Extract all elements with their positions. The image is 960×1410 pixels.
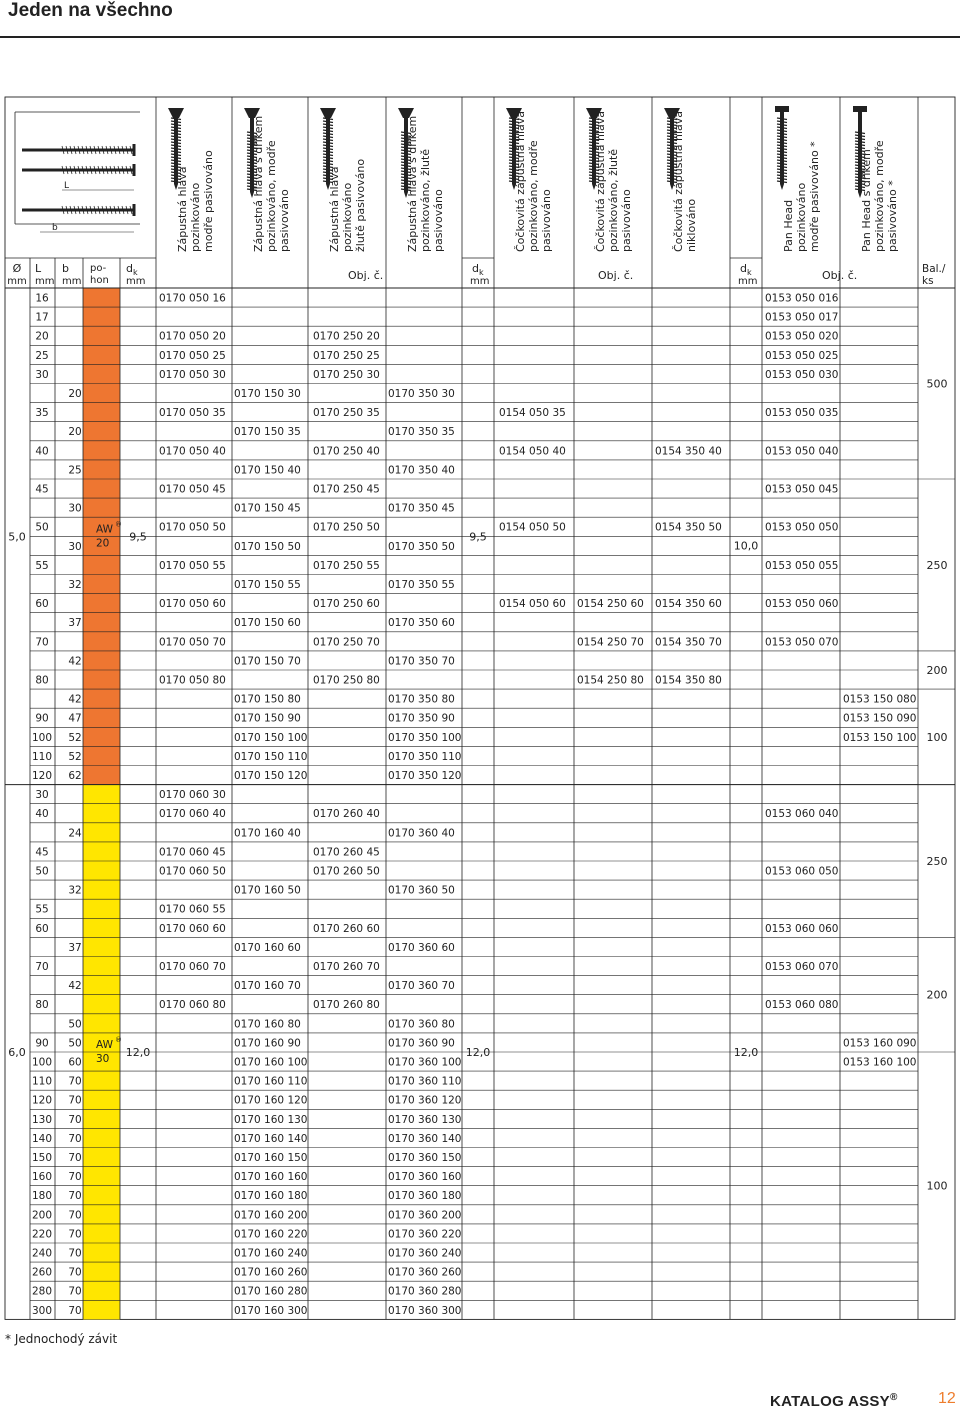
length-cell: 80 xyxy=(35,999,49,1012)
length-cell: 70 xyxy=(35,636,49,649)
thread-cell: 50 xyxy=(68,1037,82,1050)
order-number-cell: 0153 060 050 xyxy=(765,865,839,878)
order-number-cell: 0170 350 35 xyxy=(388,426,455,439)
order-number-cell: 0153 050 070 xyxy=(765,636,839,649)
thread-cell: 60 xyxy=(68,1056,82,1069)
order-number-cell: 0170 360 70 xyxy=(388,980,455,993)
order-number-cell: 0170 150 110 xyxy=(234,750,308,763)
order-number-cell: 0153 050 060 xyxy=(765,598,839,611)
order-number-cell: 0153 150 100 xyxy=(843,731,917,744)
order-number-cell: 0170 250 30 xyxy=(313,368,380,381)
length-cell: 160 xyxy=(31,1171,53,1184)
order-number-cell: 0170 350 120 xyxy=(388,770,462,782)
pack-quantity: 200 xyxy=(926,988,948,1002)
order-number-cell: 0170 060 40 xyxy=(159,808,226,821)
order-number-cell: 0153 050 040 xyxy=(765,445,839,458)
order-number-cell: 0170 250 55 xyxy=(313,559,380,572)
order-number-cell: 0170 050 40 xyxy=(159,445,226,458)
order-number-cell: 0170 360 100 xyxy=(388,1056,462,1069)
order-number-cell: 0170 360 150 xyxy=(388,1152,462,1164)
order-number-cell: 0170 360 300 xyxy=(388,1304,462,1317)
product-label-4-line: pozinkováno, žlutě xyxy=(419,148,432,252)
thread-cell: 32 xyxy=(68,884,82,897)
length-cell: 55 xyxy=(35,559,49,572)
length-cell: 110 xyxy=(31,750,53,763)
order-number-cell: 0170 350 90 xyxy=(388,712,455,725)
order-number-cell: 0170 160 220 xyxy=(234,1228,308,1241)
length-cell: 120 xyxy=(31,770,53,782)
order-number-cell: 0153 050 020 xyxy=(765,330,839,343)
order-number-cell: 0170 160 130 xyxy=(234,1113,308,1126)
order-number-cell: 0170 060 60 xyxy=(159,922,226,935)
thread-cell: 52 xyxy=(68,731,82,744)
order-number-cell: 0170 150 35 xyxy=(234,426,301,439)
product-label-4-line: Zápustná hlava s dříkem xyxy=(406,115,419,252)
length-cell: 16 xyxy=(35,292,49,305)
order-number-cell: 0170 050 20 xyxy=(159,330,226,343)
product-label-2-line: pozinkováno, modře xyxy=(265,140,278,252)
diameter-value: 5,0 xyxy=(8,530,26,544)
order-number-cell: 0170 350 100 xyxy=(388,731,462,744)
order-number-cell: 0170 250 60 xyxy=(313,598,380,611)
order-number-cell: 0170 150 100 xyxy=(234,731,308,744)
screw-diagram-icon xyxy=(15,112,140,232)
order-number-cell: 0170 160 200 xyxy=(234,1209,308,1222)
diameter-value: 6,0 xyxy=(8,1046,26,1059)
pack-quantity: 250 xyxy=(926,855,948,868)
thread-cell: 42 xyxy=(68,655,82,668)
order-number-cell: 0153 060 080 xyxy=(765,999,839,1012)
diameter-unit: mm xyxy=(7,276,27,287)
registered-mark: ® xyxy=(890,1392,898,1403)
order-number-cell: 0170 360 280 xyxy=(388,1285,462,1298)
order-number-cell: 0170 150 60 xyxy=(234,617,301,630)
order-number-cell: 0170 160 280 xyxy=(234,1285,308,1298)
thread-cell: 70 xyxy=(68,1285,82,1298)
thread-cell: 24 xyxy=(68,827,82,840)
order-number-cell: 0154 350 60 xyxy=(655,598,722,611)
order-number-cell: 0170 360 220 xyxy=(388,1228,462,1241)
order-number-cell: 0170 360 90 xyxy=(388,1037,455,1050)
length-cell: 140 xyxy=(31,1132,53,1145)
thread-cell: 30 xyxy=(68,540,82,553)
length-cell: 130 xyxy=(31,1113,53,1126)
dk-unit-3: mm xyxy=(738,276,758,287)
pack-quantity: 100 xyxy=(926,730,948,744)
drive-size: 30 xyxy=(96,1053,110,1065)
brand-name: KATALOG ASSY xyxy=(770,1393,890,1410)
head-diameter-2: 9,5 xyxy=(469,530,487,544)
order-number-cell: 0153 050 030 xyxy=(765,368,839,381)
page-number: 12 xyxy=(938,1390,956,1407)
order-number-cell: 0170 360 140 xyxy=(388,1132,462,1145)
order-number-cell: 0170 350 40 xyxy=(388,464,455,477)
pack-header-2: ks xyxy=(922,275,934,287)
screw-icon-8 xyxy=(775,106,789,190)
length-cell: 55 xyxy=(35,903,49,916)
thread-cell: 70 xyxy=(68,1228,82,1241)
order-number-cell: 0154 350 40 xyxy=(655,445,722,458)
length-cell: 100 xyxy=(31,1056,53,1069)
drive-header-2: hon xyxy=(90,275,109,286)
length-cell: 260 xyxy=(31,1266,53,1279)
order-number-cell: 0170 350 45 xyxy=(388,502,455,515)
thread-cell: 42 xyxy=(68,980,82,993)
order-number-cell: 0170 160 300 xyxy=(234,1304,308,1317)
product-label-7-line: Čočkovitá zápustná hlava xyxy=(672,110,685,252)
product-label-1-line: Zápustná hlava xyxy=(176,166,189,252)
pack-quantity: 200 xyxy=(926,664,948,677)
thread-cell: 70 xyxy=(68,1094,82,1107)
product-label-8-line: Pan Head xyxy=(782,199,795,252)
order-number-cell: 0170 050 16 xyxy=(159,292,226,305)
order-number-header: Obj. č. xyxy=(348,269,384,282)
order-number-cell: 0170 350 30 xyxy=(388,388,455,400)
dk-subscript-2: k xyxy=(479,268,484,277)
order-number-cell: 0170 150 70 xyxy=(234,655,301,668)
product-label-2-line: Zápustná hlava s dříkem xyxy=(252,115,265,252)
order-number-cell: 0170 350 80 xyxy=(388,693,455,706)
order-number-cell: 0170 060 55 xyxy=(159,903,226,916)
order-number-cell: 0170 050 30 xyxy=(159,368,226,381)
order-number-cell: 0170 050 55 xyxy=(159,559,226,572)
order-number-cell: 0170 160 90 xyxy=(234,1037,301,1050)
order-number-cell: 0154 250 80 xyxy=(577,674,644,687)
head-diameter-2: 12,0 xyxy=(465,1046,491,1059)
drive-type: AW xyxy=(96,1039,113,1051)
order-number-cell: 0170 160 80 xyxy=(234,1018,301,1031)
order-number-cell: 0170 060 45 xyxy=(159,846,226,859)
order-number-cell: 0170 060 30 xyxy=(159,789,226,802)
catalog-brand xyxy=(770,1392,898,1410)
thread-header: b xyxy=(62,262,69,275)
order-number-cell: 0154 050 35 xyxy=(499,407,566,420)
head-diameter: 9,5 xyxy=(129,530,147,544)
order-number-cell: 0170 160 100 xyxy=(234,1056,308,1069)
order-number-cell: 0170 250 20 xyxy=(313,330,380,343)
thread-cell: 30 xyxy=(68,502,82,515)
footnote: * Jednochodý závit xyxy=(5,1332,118,1346)
thread-cell: 62 xyxy=(68,770,82,782)
order-number-cell: 0170 160 150 xyxy=(234,1152,308,1164)
product-label-3-line: pozinkováno xyxy=(341,182,354,252)
order-number-cell: 0170 360 130 xyxy=(388,1113,462,1126)
order-number-cell: 0153 060 040 xyxy=(765,808,839,821)
diagram-thread-label: b xyxy=(52,223,58,233)
order-number-cell: 0170 360 260 xyxy=(388,1266,462,1279)
length-cell: 180 xyxy=(31,1190,53,1203)
order-number-cell: 0170 150 40 xyxy=(234,464,301,477)
length-cell: 300 xyxy=(31,1304,53,1317)
drive-type: AW xyxy=(96,523,113,536)
product-label-3-line: žlutě pasivováno xyxy=(354,158,367,252)
order-number-cell: 0170 150 120 xyxy=(234,770,308,782)
order-number-cell: 0170 250 40 xyxy=(313,445,380,458)
order-number-cell: 0170 360 40 xyxy=(388,827,455,840)
order-number-cell: 0170 350 60 xyxy=(388,617,455,630)
product-label-6-line: Čočkovitá zápustná hlava xyxy=(594,110,607,252)
length-cell: 110 xyxy=(31,1075,53,1088)
length-cell: 220 xyxy=(31,1228,53,1241)
thread-cell: 20 xyxy=(68,426,82,439)
order-number-cell: 0170 150 80 xyxy=(234,693,301,706)
product-label-9-line: pasivováno * xyxy=(886,180,899,252)
dk-header-2: d xyxy=(472,262,479,275)
product-label-3-line: Zápustná hlava xyxy=(328,166,341,252)
product-label-8-line: pozinkováno xyxy=(795,182,808,252)
length-cell: 80 xyxy=(35,674,49,687)
head-diameter-3: 12,0 xyxy=(733,1046,759,1059)
thread-cell: 70 xyxy=(68,1113,82,1126)
thread-cell: 70 xyxy=(68,1132,82,1145)
order-number-cell: 0154 350 50 xyxy=(655,521,722,534)
product-label-5-line: pozinkováno, modře xyxy=(527,140,540,252)
order-number-cell: 0170 260 60 xyxy=(313,922,380,935)
length-cell: 40 xyxy=(35,808,49,821)
length-cell: 200 xyxy=(31,1209,53,1222)
order-number-cell: 0170 150 30 xyxy=(234,388,301,400)
thread-cell: 20 xyxy=(68,388,82,400)
order-number-cell: 0170 260 70 xyxy=(313,961,380,973)
thread-cell: 37 xyxy=(68,941,82,954)
length-cell: 17 xyxy=(35,311,49,324)
product-label-6-line: pozinkováno, žlutě xyxy=(607,148,620,252)
order-number-cell: 0153 160 100 xyxy=(843,1056,917,1069)
thread-cell: 47 xyxy=(68,712,82,725)
length-header: L xyxy=(35,262,42,275)
dk-subscript-3: k xyxy=(747,268,752,277)
order-number-cell: 0170 050 60 xyxy=(159,598,226,611)
order-number-cell: 0170 360 80 xyxy=(388,1018,455,1031)
product-label-9-line: Pan Head s dříkem xyxy=(860,149,873,252)
head-diameter: 12,0 xyxy=(125,1046,151,1059)
dk-subscript: k xyxy=(133,268,138,277)
order-number-cell: 0154 050 50 xyxy=(499,521,566,534)
thread-cell: 37 xyxy=(68,617,82,630)
order-number-cell: 0153 160 090 xyxy=(843,1037,917,1050)
order-number-cell: 0170 050 25 xyxy=(159,349,226,362)
length-cell: 45 xyxy=(35,483,49,496)
length-cell: 35 xyxy=(35,407,49,420)
pack-quantity: 100 xyxy=(926,1179,948,1193)
product-label-8-line: modře pasivováno * xyxy=(808,141,821,252)
order-number-cell: 0170 250 50 xyxy=(313,521,380,534)
order-number-cell: 0170 260 50 xyxy=(313,865,380,878)
drive-registered-mark: ® xyxy=(115,1036,122,1044)
thread-unit: mm xyxy=(62,276,82,287)
length-cell: 45 xyxy=(35,846,49,859)
order-number-cell: 0170 360 240 xyxy=(388,1247,462,1260)
thread-cell: 70 xyxy=(68,1209,82,1222)
order-number-cell: 0170 360 120 xyxy=(388,1094,462,1107)
order-number-cell: 0170 060 80 xyxy=(159,999,226,1012)
order-number-cell: 0170 250 80 xyxy=(313,674,380,687)
product-label-6-line: pasivováno xyxy=(620,189,633,252)
diagram-length-label: L xyxy=(64,181,70,191)
order-number-cell: 0170 160 60 xyxy=(234,941,301,954)
thread-cell: 70 xyxy=(68,1190,82,1203)
length-cell: 120 xyxy=(31,1094,53,1107)
order-number-cell: 0170 360 50 xyxy=(388,884,455,897)
length-cell: 40 xyxy=(35,445,49,458)
length-cell: 70 xyxy=(35,961,49,973)
length-cell: 90 xyxy=(35,1037,49,1050)
order-number-cell: 0170 350 110 xyxy=(388,750,462,763)
order-number-cell: 0170 160 260 xyxy=(234,1266,308,1279)
order-number-cell: 0153 050 035 xyxy=(765,407,839,420)
length-cell: 280 xyxy=(31,1285,53,1298)
dk-unit-2: mm xyxy=(470,276,490,287)
order-number-header-3: Obj. č. xyxy=(822,269,858,282)
order-number-cell: 0154 050 40 xyxy=(499,445,566,458)
order-number-cell: 0154 350 80 xyxy=(655,674,722,687)
order-number-cell: 0170 250 70 xyxy=(313,636,380,649)
order-number-cell: 0170 150 55 xyxy=(234,579,301,591)
order-number-cell: 0170 060 50 xyxy=(159,865,226,878)
product-label-2-line: pasivováno xyxy=(278,189,291,252)
order-number-cell: 0153 050 045 xyxy=(765,483,839,496)
order-number-cell: 0170 160 140 xyxy=(234,1132,308,1145)
thread-cell: 25 xyxy=(68,464,82,477)
thread-cell: 70 xyxy=(68,1266,82,1279)
order-number-cell: 0170 160 50 xyxy=(234,884,301,897)
order-number-cell: 0170 150 45 xyxy=(234,502,301,515)
product-label-7-line: niklováno xyxy=(685,198,698,252)
order-number-cell: 0153 050 025 xyxy=(765,349,839,362)
pack-quantity: 250 xyxy=(926,558,948,572)
product-label-1-line: modře pasivováno xyxy=(202,150,215,252)
order-number-cell: 0170 050 70 xyxy=(159,636,226,649)
order-number-cell: 0153 050 050 xyxy=(765,521,839,534)
length-cell: 30 xyxy=(35,789,49,802)
order-number-cell: 0170 360 160 xyxy=(388,1171,462,1184)
order-number-cell: 0170 360 60 xyxy=(388,941,455,954)
length-unit: mm xyxy=(35,276,55,287)
order-number-header-2: Obj. č. xyxy=(598,269,634,282)
length-cell: 25 xyxy=(35,349,49,362)
order-number-cell: 0170 260 40 xyxy=(313,808,380,821)
order-number-cell: 0170 360 200 xyxy=(388,1209,462,1222)
order-number-cell: 0170 250 25 xyxy=(313,349,380,362)
thread-cell: 70 xyxy=(68,1247,82,1260)
thread-cell: 52 xyxy=(68,750,82,763)
order-number-cell: 0170 060 70 xyxy=(159,961,226,973)
order-number-cell: 0170 160 40 xyxy=(234,827,301,840)
product-label-5-line: Čočkovitá zápustná hlava xyxy=(514,110,527,252)
product-label-1-line: pozinkováno xyxy=(189,182,202,252)
thread-cell: 70 xyxy=(68,1304,82,1317)
drive-header: po- xyxy=(90,263,107,274)
order-number-cell: 0154 250 60 xyxy=(577,598,644,611)
thread-cell: 42 xyxy=(68,693,82,706)
thread-cell: 50 xyxy=(68,1018,82,1031)
order-number-cell: 0170 260 80 xyxy=(313,999,380,1012)
length-cell: 30 xyxy=(35,368,49,381)
thread-cell: 70 xyxy=(68,1152,82,1164)
order-number-cell: 0170 160 70 xyxy=(234,980,301,993)
order-number-cell: 0170 050 35 xyxy=(159,407,226,420)
pack-quantity: 500 xyxy=(926,377,948,391)
order-number-cell: 0170 360 180 xyxy=(388,1190,462,1203)
product-label-9-line: pozinkováno, modře xyxy=(873,140,886,252)
order-number-cell: 0170 050 45 xyxy=(159,483,226,496)
length-cell: 20 xyxy=(35,330,49,343)
length-cell: 100 xyxy=(31,731,53,744)
length-cell: 240 xyxy=(31,1247,53,1260)
order-number-cell: 0170 250 35 xyxy=(313,407,380,420)
order-number-cell: 0170 050 80 xyxy=(159,674,226,687)
order-number-cell: 0153 050 055 xyxy=(765,559,839,572)
order-number-cell: 0170 350 50 xyxy=(388,540,455,553)
order-number-cell: 0153 050 017 xyxy=(765,311,839,324)
dk-unit: mm xyxy=(126,276,146,287)
order-number-cell: 0154 250 70 xyxy=(577,636,644,649)
dk-header: d xyxy=(126,262,133,275)
length-cell: 60 xyxy=(35,598,49,611)
dk-header-3: d xyxy=(740,262,747,275)
order-number-cell: 0170 050 50 xyxy=(159,521,226,534)
thread-cell: 70 xyxy=(68,1171,82,1184)
diameter-header: Ø xyxy=(12,262,22,275)
product-label-4-line: pasivováno xyxy=(432,189,445,252)
order-number-cell: 0170 350 55 xyxy=(388,579,455,591)
order-number-cell: 0170 160 180 xyxy=(234,1190,308,1203)
product-label-5-line: pasivováno xyxy=(540,189,553,252)
drive-size: 20 xyxy=(96,537,110,550)
order-number-cell: 0170 360 110 xyxy=(388,1075,462,1088)
order-number-cell: 0170 160 240 xyxy=(234,1247,308,1260)
length-cell: 90 xyxy=(35,712,49,725)
order-number-cell: 0170 150 50 xyxy=(234,540,301,553)
order-number-cell: 0170 250 45 xyxy=(313,483,380,496)
order-number-cell: 0153 060 060 xyxy=(765,922,839,935)
length-cell: 50 xyxy=(35,865,49,878)
order-number-cell: 0153 050 016 xyxy=(765,292,839,305)
pack-header: Bal./ xyxy=(922,263,946,275)
thread-cell: 70 xyxy=(68,1075,82,1088)
head-diameter-3: 10,0 xyxy=(733,539,759,553)
order-number-cell: 0170 160 160 xyxy=(234,1171,308,1184)
order-number-cell: 0170 160 110 xyxy=(234,1075,308,1088)
page-title: Jeden na všechno xyxy=(8,0,173,21)
order-number-cell: 0170 260 45 xyxy=(313,846,380,859)
order-number-cell: 0170 160 120 xyxy=(234,1094,308,1107)
order-number-cell: 0170 350 70 xyxy=(388,655,455,668)
order-number-cell: 0154 050 60 xyxy=(499,598,566,611)
length-cell: 60 xyxy=(35,922,49,935)
drive-registered-mark: ® xyxy=(115,520,122,529)
order-number-cell: 0153 060 070 xyxy=(765,961,839,973)
order-number-cell: 0153 150 090 xyxy=(843,712,917,725)
order-number-cell: 0170 150 90 xyxy=(234,712,301,725)
order-number-cell: 0154 350 70 xyxy=(655,636,722,649)
length-cell: 50 xyxy=(35,521,49,534)
thread-cell: 32 xyxy=(68,579,82,591)
length-cell: 150 xyxy=(31,1152,53,1164)
order-number-cell: 0153 150 080 xyxy=(843,693,917,706)
